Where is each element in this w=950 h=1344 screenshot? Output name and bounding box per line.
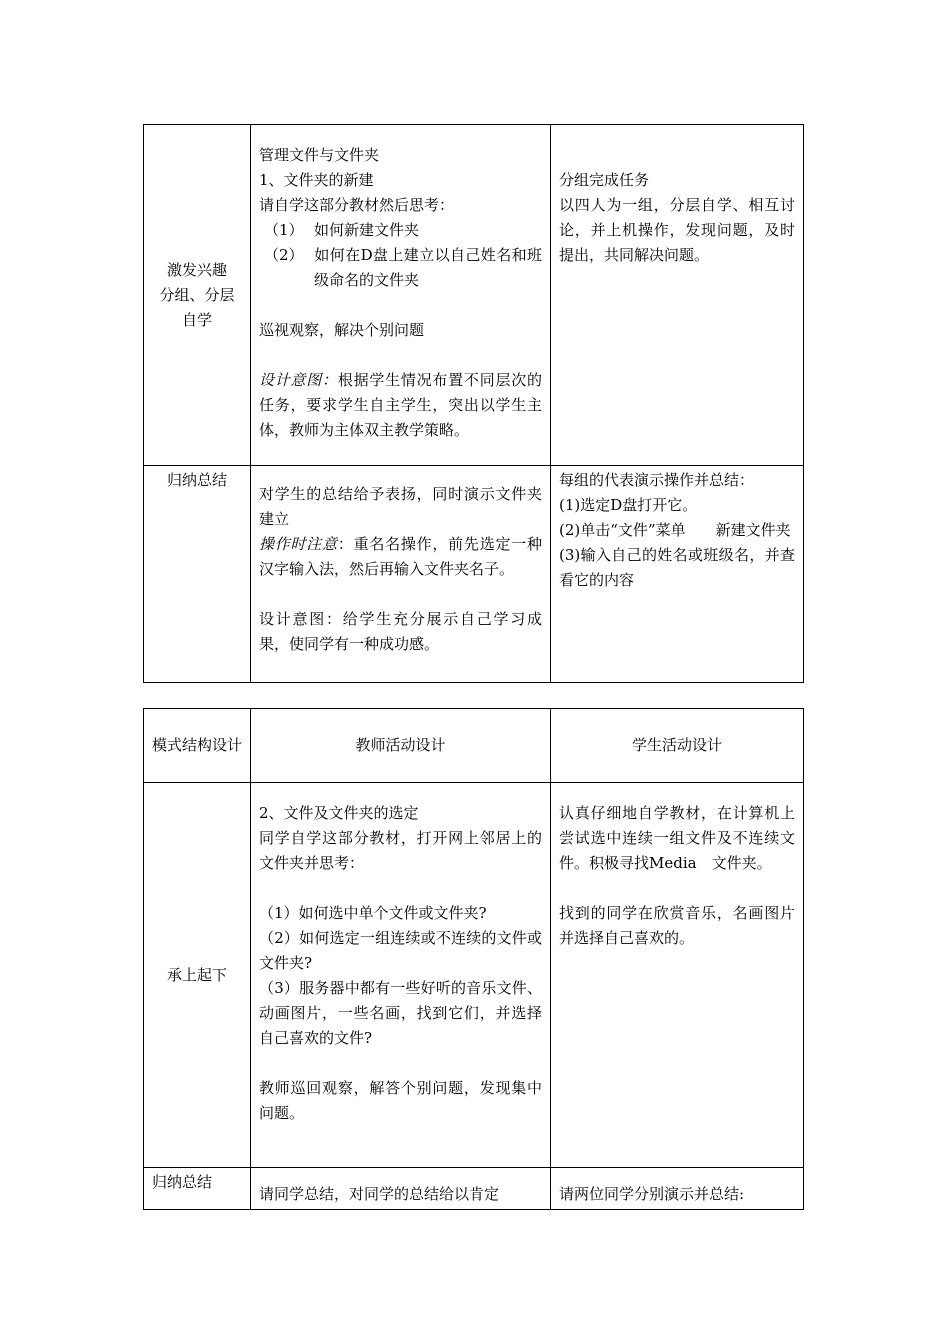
student-text: 认真仔细地自学教材，在计算机上尝试选中连续一组文件及不连续文件。积极寻找Media 文件夹。 <box>559 804 795 872</box>
stage-cell: 承上起下 <box>144 783 251 1168</box>
task-body: 以四人为一组，分层自学、相互讨论，并上机操作，发现问题，及时提出，共同解决问题。 <box>559 196 795 264</box>
stage-cell: 归纳总结 <box>144 1168 251 1210</box>
student-activity-cell <box>551 125 804 466</box>
patrol-text: 教师巡回观察，解答个别问题，发现集中问题。 <box>259 1079 542 1122</box>
stage-line: 分组、分层 <box>159 285 235 304</box>
question-item: （1）如何选中单个文件或文件夹? <box>259 904 487 922</box>
teacher-activity-cell: 请同学总结，对同学的总结给以肯定 <box>251 1168 551 1210</box>
stage-line: 激发兴趣 <box>166 260 227 279</box>
student-activity-cell <box>551 783 804 1168</box>
design-intent: 设计意图：给学生充分展示自己学习成果，使同学有一种成功感。 <box>259 610 542 653</box>
patrol-text: 巡视观察，解决个别问题 <box>259 321 425 339</box>
step-item: (2)单击“文件”菜单 新建文件夹 <box>559 521 791 539</box>
table-row <box>144 466 804 683</box>
table-row <box>144 1168 804 1210</box>
design-intent: 设计意图：根据学生情况布置不同层次的任务，要求学生自主学生，突出以学生主体，教师为主体双主教学策略。 <box>259 371 542 439</box>
student-activity-cell: 请两位同学分别演示并总结: <box>551 1168 804 1210</box>
lesson-table-1 <box>143 124 804 683</box>
summary-text: 对学生的总结给予表扬，同时演示文件夹建立 <box>259 485 542 528</box>
teacher-activity-cell <box>251 783 551 1168</box>
prompt-text: 请自学这部分教材然后思考： <box>259 196 455 214</box>
header-cell: 教师活动设计 <box>251 709 551 783</box>
subsection-title: 1、文件夹的新建 <box>259 171 374 189</box>
stage-line: 自学 <box>181 310 212 329</box>
student-activity-cell <box>551 466 804 683</box>
teacher-activity-cell <box>251 466 551 683</box>
stage-cell: 归纳总结 <box>144 466 251 683</box>
header-cell: 学生活动设计 <box>551 709 804 783</box>
table-row <box>144 783 804 1168</box>
teacher-activity-cell <box>251 125 551 466</box>
operation-note: 操作时注意：重名名操作，前先选定一种汉字输入法，然后再输入文件夹名子。 <box>259 535 542 578</box>
header-cell: 模式结构设计 <box>144 709 251 783</box>
question-item: （2）如何选定一组连续或不连续的文件或文件夹? <box>259 929 542 972</box>
section-title: 2、文件及文件夹的选定 <box>259 804 419 822</box>
lesson-table-2 <box>143 708 804 1210</box>
header-row <box>144 709 804 783</box>
question-item: （2） 如何在D盘上建立以自己姓名和班级命名的文件夹 <box>264 246 542 289</box>
question-item: （3）服务器中都有一些好听的音乐文件、动画图片，一些名画，找到它们，并选择自己喜欢的文件? <box>259 979 542 1047</box>
prompt-text: 同学自学这部分教材，打开网上邻居上的文件夹并思考： <box>259 829 542 872</box>
student-text: 找到的同学在欣赏音乐，名画图片并选择自己喜欢的。 <box>559 904 795 947</box>
step-item: (1)选定D盘打开它。 <box>559 496 698 514</box>
question-item: （1） 如何新建文件夹 <box>264 221 420 239</box>
step-item: (3)输入自己的姓名或班级名，并查看它的内容 <box>559 546 795 589</box>
task-title: 分组完成任务 <box>559 171 650 189</box>
stage-cell <box>144 125 251 466</box>
section-title: 管理文件与文件夹 <box>259 146 380 164</box>
summary-intro: 每组的代表演示操作并总结： <box>559 471 755 489</box>
table-row <box>144 125 804 466</box>
